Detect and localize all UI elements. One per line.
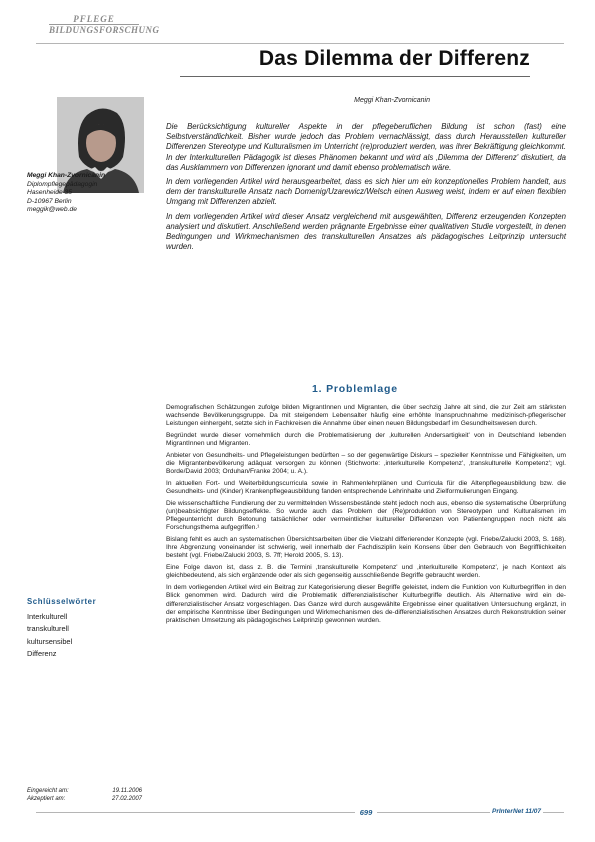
article-byline: Meggi Khan-Zvornicanin	[354, 97, 430, 104]
keyword: Differenz	[27, 648, 57, 658]
author-name: Meggi Khan-Zvornicanin	[27, 172, 106, 179]
keyword: transkulturell	[27, 624, 69, 634]
abstract	[166, 122, 566, 256]
body-paragraph: Die wissenschaftliche Fundierung der zu vermittelnden Wissensbestände steht jedoch noch aus, ebenso die systematische Überprüfung (un)beabsichtigter Bildungseffekte. So wurde auch das Problem der (Re)produktion von Stereotypen und Kulturalismen im Pflegeunterricht durch Betonung tatsächlicher oder vermeintlicher kultureller Differenzen von Patientengruppen noch nicht als Forschungsthema aufgegriffen.¹	[166, 500, 566, 532]
body-paragraph: Eine Folge davon ist, dass z. B. die Termini ‚transkulturelle Kompetenz' und ‚interkulturelle Kompetenz', je nach Kontext als gleichbedeutend, als sich ergänzende oder als sich gegenseitig ausschließende Begriffe gebraucht werden.	[166, 564, 566, 580]
header-rule	[36, 43, 564, 44]
author-line: Diplompflegepädagogin	[27, 180, 98, 188]
accepted-label: Akzeptiert am:	[27, 795, 66, 802]
body-paragraph: Begründet wurde dieser vornehmlich durch die Problematisierung der ‚kulturellen Andersartigkeit' von in Deutschland lebenden MigrantInnen und Migranten.	[166, 432, 566, 448]
logo-line-1: PFLEGE	[49, 14, 139, 25]
submission-dates	[27, 788, 142, 803]
submitted-value: 19.11.2006	[112, 788, 142, 794]
author-email[interactable]: meggik@web.de	[27, 206, 77, 214]
body-paragraph: In dem vorliegenden Artikel wird ein Beitrag zur Kategorisierung dieser Begriffe geleistet, indem die Funktion von Kulturbegriffen in den Blick genommen wird. Dadurch wird die Problematik differenzialistischer Kulturbegriffe deutlich. Als Alternative wird ein de-differenzialistischer Ansatz vorgeschlagen. Das Ganze wird durch ausgewählte Ergebnisse einer qualitativen Untersuchung ergänzt, in der empirische Kenntnisse über Bedingungen und Wirkmechanismen des de-differenzialistischen Ansatzes durch Rekonstruktion seiner praktischen Umsetzung als pädagogisches Leitprinzip gewonnen wurden.	[166, 584, 566, 624]
author-line: D-10967 Berlin	[27, 197, 72, 205]
section-body	[166, 404, 566, 629]
author-info	[27, 172, 147, 215]
article-title: Das Dilemma der Differenz	[258, 47, 530, 70]
abstract-paragraph: In dem vorliegenden Artikel wird dieser Ansatz vergleichend mit ausgewählten, Differenz erzeugenden Konzepten analysiert und diskutiert. Anschließend werden prägnante Ergebnisse einer qualitativen Studie vorgestellt, in denen Bedingungen und Wirkmechanismen des transkulturellen Ansatzes als pädagogisches Leitprinzip untersucht wurden.	[166, 211, 566, 252]
title-rule	[180, 76, 530, 77]
body-paragraph: Bislang fehlt es auch an systematischen Übersichtsarbeiten über die Vielzahl differierender Konzepte (vgl. Friebe/Zalucki 2003, S. 168). Ihre Abgrenzung voneinander ist schwierig, weil innerhalb der Fachdisziplin kein Konsens über den Gebrauch von Begrifflichkeiten besteht (vgl. Friebe/Zalucki 2003, S. 7ff; Herold 2005, S. 13).	[166, 536, 566, 560]
body-paragraph: In aktuellen Fort- und Weiterbildungscurricula sowie in Rahmenlehrplänen und Curricula für die Altenpflegeausbildung bzw. die Gesundheits- und (Kinder) Krankenpflegeausbildung fanden entsprechende Lehrinhalte und Zielformulierungen Eingang.	[166, 480, 566, 496]
keyword: Interkulturell	[27, 612, 68, 621]
footer-rule	[36, 812, 564, 813]
body-paragraph: Demografischen Schätzungen zufolge bilden MigrantInnen und Migranten, die über sechzig Jahre alt sind, die zur Zeit am stärksten wachsende Bevölkerungsgruppe. Da mit steigendem Lebensalter häufig eine erhöhte Inanspruchnahme medizinisch-pflegerischer Leistungen einhergeht, setzte sich in Fachkreisen die Annahme über einen neuen Bildungsbedarf im Gesundheitswesen durch.	[166, 404, 566, 428]
keywords-list	[27, 611, 72, 660]
logo-line-2: BILDUNGSFORSCHUNG	[49, 25, 160, 35]
journal-logo	[49, 14, 160, 36]
section-heading: 1. Problemlage	[312, 383, 398, 395]
body-paragraph: Anbieter von Gesundheits- und Pflegeleistungen bedürften – so der gegenwärtige Diskurs – spezieller Kenntnisse und Fähigkeiten, um die Migrantenbevölkerung adäquat versorgen zu können (Stichworte: ‚interkulturelle Kompetenz', ‚transkulturelle Kompetenz'; vgl. Borde/David 2003; Orduhan/Franke 2004; u. A.).	[166, 452, 566, 476]
author-line: Hasenheide 35	[27, 189, 72, 197]
keywords-heading: Schlüsselwörter	[27, 597, 97, 606]
accepted-value: 27.02.2007	[111, 795, 142, 802]
submitted-label: Eingereicht am:	[27, 788, 69, 794]
abstract-paragraph: In dem vorliegenden Artikel wird herausgearbeitet, dass es sich hier um ein konzeptionelles Problem handelt, aus dem der transkulturelle Ansatz nach Domenig/Uzarewicz/Welsch einen Ausweg weist, indem er auf einen flexiblen Umgang mit Differenzen abzielt.	[166, 177, 566, 207]
journal-name: PrInterNet 11/07	[492, 808, 542, 815]
abstract-paragraph: Die Berücksichtigung kultureller Aspekte in der pflegeberuflichen Bildung ist schon (fast) eine Selbstverständlichkeit. Bisher wurde jedoch das Problem vernachlässigt, dass durch Herausstellen kultureller Differenzen Stereotype und Kulturalismen im Unterricht (re)produziert werden, was ihrer Bekräftigung gleichkommt. In der Interkulturellen Pädagogik ist dieses Phänomen bekannt und wird als ‚Dilemma der Differenz' diskutiert, da das Ausklammern von Differenzen ignorant und damit ebenso problematisch wäre.	[166, 122, 566, 172]
page-number: 699	[355, 808, 377, 818]
keyword: kultursensibel	[27, 636, 73, 646]
